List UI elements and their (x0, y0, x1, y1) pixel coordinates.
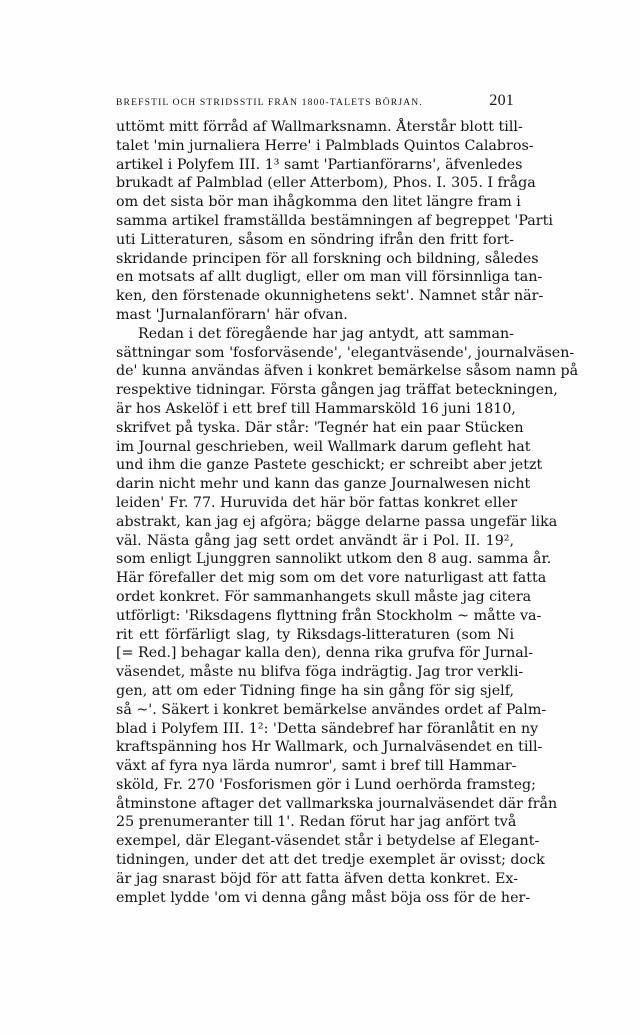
text-line: väl. Nästa gång jag sett ordet användt är i Pol. II. 19², (116, 532, 514, 549)
body-text (116, 118, 579, 907)
text-line: rit ett förfärligt slag, ty Riksdags-litteraturen (som Ni (116, 626, 514, 643)
text-line: mast 'Jurnalanförarn' här ofvan. (116, 306, 348, 323)
text-line: sättningar som 'fosforväsende', 'elegantväsende', journalväsen- (116, 344, 575, 361)
text-line: de' kunna användas äfven i konkret bemärkelse såsom namn på (116, 363, 579, 380)
text-line: 25 prenumeranter till 1'. Redan förut har jag anfört två (116, 814, 517, 831)
text-line: artikel i Polyfem III. 1³ samt 'Partianförarns', äfvenledes (116, 156, 523, 173)
text-line: samma artikel framställda bestämningen af begreppet 'Parti (116, 212, 553, 229)
text-line: kraftspänning hos Hr Wallmark, och Jurnalväsendet en till- (116, 739, 543, 756)
text-line: uti Litteraturen, såsom en söndring ifrån den fritt fort- (116, 231, 514, 248)
text-line: ken, den förstenade okunnighetens sekt'. Namnet står när- (116, 288, 544, 305)
text-line: om det sista bör man ihågkomma den litet längre fram i (116, 194, 521, 211)
text-line: darin nicht mehr und kann das ganze Journalwesen nicht (116, 476, 531, 493)
text-line: sköld, Fr. 270 'Fosforismen gör i Lund oerhörda framsteg; (116, 776, 536, 793)
text-line: väsendet, måste nu blifva föga indrägtig. Jag tror verkli- (116, 664, 524, 681)
text-line: talet 'min jurnaliera Herre' i Palmblads Quintos Calabros- (116, 137, 534, 154)
text-line: [= Red.] behagar kalla den), denna rika grufva för Jurnal- (116, 645, 534, 662)
text-line: växt af fyra nya lärda numror', samt i bref till Hammar- (116, 758, 517, 775)
text-line: exempel, där Elegant-väsendet står i betydelse af Elegant- (116, 833, 540, 850)
text-line: brukadt af Palmblad (eller Atterbom), Phos. I. 305. I fråga (116, 175, 536, 192)
text-line: tidningen, under det att det tredje exemplet är ovisst; dock (116, 852, 545, 869)
text-line: åtminstone aftager det vallmarkska journalväsendet där från (116, 795, 558, 812)
text-line: är hos Askelöf i ett bref till Hammarsköld 16 juni 1810, (116, 400, 516, 417)
text-line: som enligt Ljunggren sannolikt utkom den 8 aug. samma år. (116, 551, 552, 568)
text-line: skrifvet på tyska. Där står: 'Tegnér hat ein paar Stücken (116, 419, 524, 436)
text-line: utförligt: 'Riksdagens flyttning från Stockholm ~ måtte va- (116, 607, 542, 624)
text-line: leiden' Fr. 77. Huruvida det här bör fattas konkret eller (116, 494, 518, 511)
text-line: blad i Polyfem III. 1²: 'Detta sändebref har föranlåtit en ny (116, 720, 539, 737)
text-line: im Journal geschrieben, weil Wallmark darum gefleht hat (116, 438, 531, 455)
text-line: uttömt mitt förråd af Wallmarksnamn. Återstår blott till- (116, 119, 523, 135)
page-number: 201 (489, 92, 514, 109)
text-line: gen, att om eder Tidning finge ha sin gång för sig sjelf, (116, 682, 514, 699)
page-header (116, 92, 514, 112)
text-line: så ~'. Säkert i konkret bemärkelse användes ordet af Palm- (116, 701, 547, 718)
text-line: Redan i det föregående har jag antydt, att samman- (138, 325, 514, 342)
text-line: Här förefaller det mig som om det vore naturligast att fatta (116, 570, 547, 587)
text-line: en motsats af allt dugligt, eller om man vill försinnliga tan- (116, 269, 543, 286)
running-head: BREFSTIL OCH STRIDSSTIL FRÅN 1800-TALETS BÖRJAN. (116, 97, 423, 108)
text-line: ordet konkret. För sammanhangets skull måste jag citera (116, 588, 532, 605)
text-line: und ihm die ganze Pastete geschickt; er schreibt aber jetzt (116, 457, 543, 474)
text-line: skridande principen för all forskning och bildning, således (116, 250, 539, 267)
text-line: respektive tidningar. Första gången jag träffat beteckningen, (116, 382, 558, 399)
text-line: är jag snarast böjd för att fatta äfven detta konkret. Ex- (116, 870, 519, 887)
text-line: emplet lydde 'om vi denna gång måst böja oss för de her- (116, 889, 531, 906)
text-line: abstrakt, kan jag ej afgöra; bägge delarne passa ungefär lika (116, 513, 558, 530)
